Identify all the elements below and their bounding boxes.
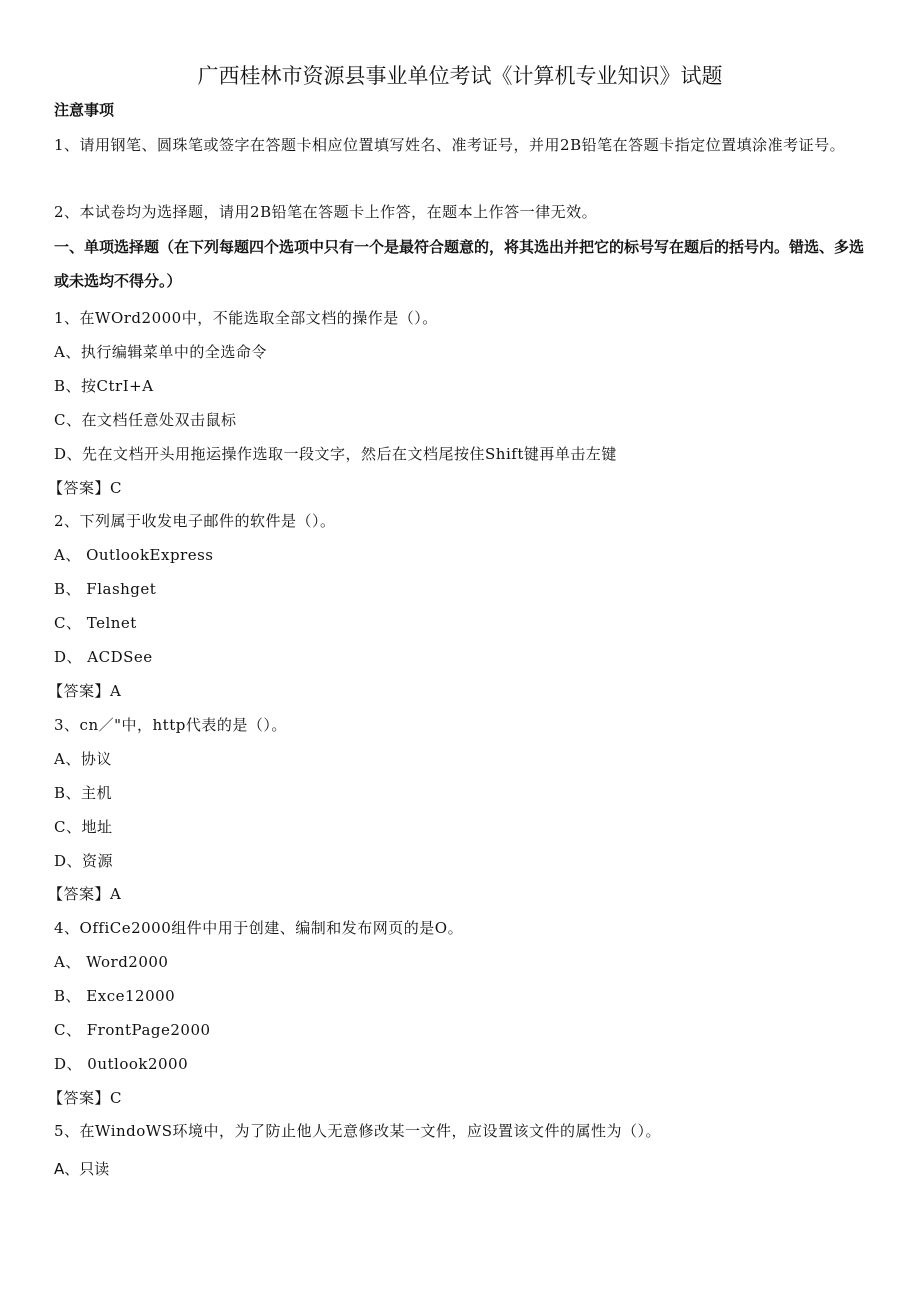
question-option: D、 ACDSee <box>54 648 153 666</box>
answer-label: 【答案】C <box>48 1089 122 1107</box>
question-option: B、主机 <box>54 784 113 802</box>
answer-label: 【答案】A <box>48 682 122 700</box>
question-stem: 4、OffiCe2000组件中用于创建、编制和发布网页的是O。 <box>54 919 464 937</box>
question-stem: 3、cn／"中，http代表的是（）。 <box>54 716 287 734</box>
question-option: C、 Telnet <box>54 614 137 632</box>
question-stem: 2、下列属于收发电子邮件的软件是（）。 <box>54 512 336 530</box>
question-option: B、 Exce12000 <box>54 987 176 1005</box>
notice-2: 2、本试卷均为选择题，请用2B铅笔在答题卡上作答，在题本上作答一律无效。 <box>54 203 598 221</box>
question-option: A、执行编辑菜单中的全选命令 <box>54 343 267 361</box>
notice-heading: 注意事项 <box>54 101 115 119</box>
question-option: C、在文档任意处双击鼠标 <box>54 411 237 429</box>
question-option: A、只读 <box>54 1160 110 1178</box>
notice-1: 1、请用钢笔、圆珠笔或签字在答题卡相应位置填写姓名、准考证号，并用2B铅笔在答题卡指定位置填涂准考证号。 <box>54 136 846 154</box>
answer-label: 【答案】C <box>48 479 122 497</box>
question-option: A、协议 <box>54 750 112 768</box>
section-heading: 一、单项选择题（在下列每题四个选项中只有一个是最符合题意的，将其选出并把它的标号写在题后的括号内。错选、多选或未选均不得分。） <box>54 238 865 290</box>
question-option: B、按CtrI+A <box>54 377 154 395</box>
question-option: D、 0utlook2000 <box>54 1055 189 1073</box>
page-title: 广西桂林市资源县事业单位考试《计算机专业知识》试题 <box>197 64 723 88</box>
question-option: D、资源 <box>54 852 114 870</box>
answer-label: 【答案】A <box>48 885 122 903</box>
question-option: B、 Flashget <box>54 580 157 598</box>
question-option: A、 Word2000 <box>54 953 169 971</box>
question-option: C、 FrontPage2000 <box>54 1021 211 1039</box>
question-stem: 1、在WOrd2000中，不能选取全部文档的操作是（）。 <box>54 309 438 327</box>
question-stem: 5、在WindoWS环境中，为了防止他人无意修改某一文件，应设置该文件的属性为（）。 <box>54 1122 661 1140</box>
question-option: C、地址 <box>54 818 113 836</box>
question-option: A、 OutlookExpress <box>54 546 214 564</box>
question-option: D、先在文档开头用拖运操作选取一段文字，然后在文档尾按住Shift键再单击左键 <box>54 445 617 463</box>
